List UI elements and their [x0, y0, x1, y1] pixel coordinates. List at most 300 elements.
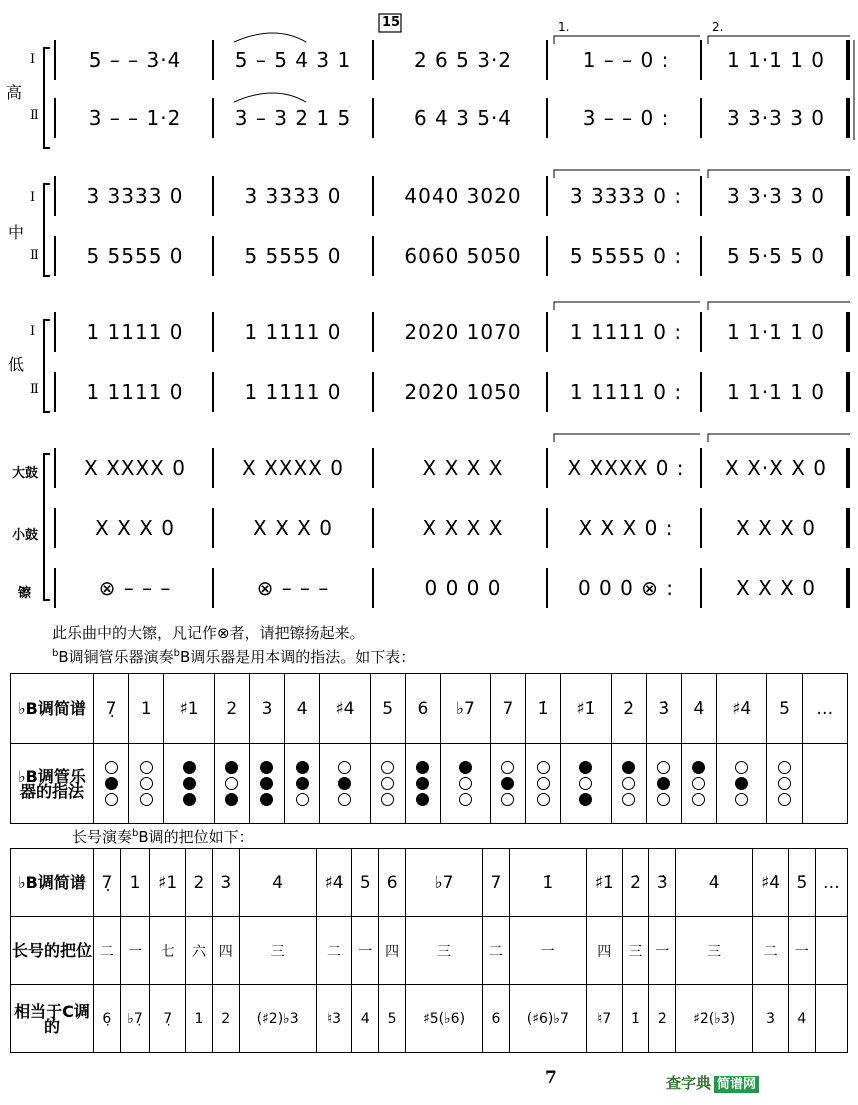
group-label-high: 高 [6, 83, 23, 102]
table1-note-cell: 5̇ [767, 674, 802, 744]
valve-open-icon [778, 761, 791, 774]
valve-pressed-icon [416, 777, 429, 790]
valve-pressed-icon [579, 761, 592, 774]
valve-open-icon [657, 761, 670, 774]
table2-position-cell: 二 [483, 917, 510, 985]
table2-note-cell: 1 [120, 849, 149, 917]
table2-note-cell: 3 [212, 849, 239, 917]
valve-diagram [164, 761, 213, 806]
score-row [0, 312, 826, 352]
note-line-3-b: B调的把位如下： [138, 828, 254, 846]
valve-open-icon [459, 793, 472, 806]
measure: 0 0 0 ⊗ : [577, 576, 675, 600]
table2-position-cell [815, 917, 847, 985]
valve-open-icon [140, 777, 153, 790]
barline [546, 236, 548, 276]
perc-label-cymbal: 镲 [18, 586, 32, 601]
barline [212, 508, 214, 548]
part-label: Ⅱ [30, 248, 39, 263]
table2-position-cell: 一 [352, 917, 379, 985]
final-barline [846, 236, 850, 276]
rehearsal-mark: 15 [382, 15, 401, 30]
note-line-3 [72, 826, 254, 847]
valve-open-icon [225, 777, 238, 790]
barline [700, 312, 702, 352]
table2-header-position: 长号的把位 [11, 917, 94, 985]
table2-note-cell: ♯4 [316, 849, 352, 917]
measure: 2020 1050 [404, 380, 522, 404]
perc-label-snare: 小鼓 [12, 528, 39, 543]
site-logo [666, 1072, 759, 1093]
measure: ⊗ – – – [98, 576, 172, 600]
table2-note-cell: 3̇ [649, 849, 676, 917]
table2-c-equiv-cell: 3̇ [753, 985, 789, 1053]
valve-pressed-icon [416, 793, 429, 806]
table2-position-cell: 一 [788, 917, 815, 985]
valve-diagram [717, 761, 766, 806]
score-row [0, 372, 826, 412]
barline [700, 372, 702, 412]
final-barline [846, 176, 850, 216]
measure: 3 3333 0 [86, 184, 184, 208]
table2-position-cell: 一 [120, 917, 149, 985]
barline [546, 372, 548, 412]
measure: 2020 1070 [404, 320, 522, 344]
measure: 3 3333 0 : [569, 184, 683, 208]
table1-fingering-cell [611, 744, 646, 824]
barline [700, 236, 702, 276]
table2-c-equiv-cell: (♯6)♭7 [509, 985, 586, 1053]
table1-note-cell: ♯4̇ [717, 674, 767, 744]
barline [54, 176, 56, 216]
table1-fingering-cell [370, 744, 405, 824]
valve-pressed-icon [692, 761, 705, 774]
table2-note-cell: 2 [186, 849, 213, 917]
table2-c-equiv-cell: (♯2)♭3 [239, 985, 316, 1053]
measure: 4040 3020 [404, 184, 522, 208]
barline [546, 98, 548, 138]
table1-fingering-cell [320, 744, 370, 824]
table2-position-cell: 四 [379, 917, 406, 985]
valve-open-icon [501, 793, 514, 806]
table2-position-cell: 七 [150, 917, 186, 985]
valve-open-icon [657, 793, 670, 806]
barline [546, 448, 548, 488]
group-label-mid: 中 [8, 223, 25, 242]
table2-c-equiv-cell: ♯5(♭6) [406, 985, 483, 1053]
valve-open-icon [537, 793, 550, 806]
valve-open-icon [622, 777, 635, 790]
measure: 2 6 5 3·2 [413, 48, 513, 72]
valve-pressed-icon [735, 777, 748, 790]
valve-open-icon [381, 777, 394, 790]
score-row [0, 568, 816, 608]
barline [54, 312, 56, 352]
measure: 3 – – 1·2 [88, 106, 182, 130]
valve-diagram [682, 761, 716, 806]
table2-note-cell: 6 [379, 849, 406, 917]
table1-note-cell: ♯1 [164, 674, 214, 744]
barline [372, 568, 374, 608]
table1-note-cell: ♯4 [320, 674, 370, 744]
table2-position-cell: 二 [753, 917, 789, 985]
perc-label-bass-drum: 大鼓 [12, 466, 39, 481]
table2-note-cell: … [815, 849, 847, 917]
table1-note-cell: 4 [285, 674, 320, 744]
valve-diagram [250, 761, 284, 806]
volta-2: 2. [712, 20, 724, 34]
measure: 3 3·3 3 0 [726, 184, 826, 208]
table2-c-equiv-cell: 4 [352, 985, 379, 1053]
table1-note-cell: 6 [405, 674, 440, 744]
table2-c-equiv-cell: 2 [212, 985, 239, 1053]
valve-pressed-icon [183, 777, 196, 790]
table1-note-cell: 3 [249, 674, 284, 744]
table2-c-equiv-cell: ♯2̇(♭3̇) [676, 985, 753, 1053]
logo-badge: 简谱网 [714, 1076, 759, 1093]
valve-diagram [767, 761, 801, 806]
barline [54, 98, 56, 138]
logo-text: 查字典 [666, 1074, 712, 1092]
barline [372, 372, 374, 412]
valve-diagram [285, 761, 319, 806]
final-barline [846, 568, 850, 608]
note-line-2-a: B调铜管乐器演奏 [58, 648, 174, 666]
barline [546, 176, 548, 216]
table2-header-c-equiv: 相当于C调的 [11, 985, 94, 1053]
table2-c-equiv-cell: ♮3 [316, 985, 352, 1053]
table2-note-cell: ♯4̇ [753, 849, 789, 917]
measure: 5 5555 0 [244, 244, 342, 268]
barline [546, 40, 548, 80]
measure: X XXXX 0 : [567, 456, 685, 480]
valve-diagram [94, 761, 128, 806]
barline [54, 40, 56, 80]
measure: X XXXX 0 [84, 456, 186, 480]
valve-open-icon [296, 793, 309, 806]
valve-open-icon [381, 761, 394, 774]
table1-fingering-cell [164, 744, 214, 824]
valve-open-icon [105, 761, 118, 774]
barline [54, 568, 56, 608]
table1-header-fingering: ♭B调管乐器的指法 [11, 744, 94, 824]
valve-pressed-icon [183, 761, 196, 774]
valve-pressed-icon [296, 761, 309, 774]
table1-fingering-cell [94, 744, 129, 824]
barline [700, 176, 702, 216]
valve-pressed-icon [501, 777, 514, 790]
note-line-2-b: B调乐器是用本调的指法。如下表： [180, 648, 416, 666]
final-barline [846, 508, 850, 548]
table1-note-cell: 5 [370, 674, 405, 744]
measure: X X X X [422, 516, 504, 540]
table1-fingering-cell [129, 744, 164, 824]
valve-pressed-icon [622, 761, 635, 774]
final-barline [846, 372, 850, 412]
final-barline [846, 448, 850, 488]
table1-note-cell: 1 [129, 674, 164, 744]
table1-note-cell: ♯1̇ [561, 674, 611, 744]
barline [372, 176, 374, 216]
table2-note-cell: ♭7 [406, 849, 483, 917]
valve-pressed-icon [296, 777, 309, 790]
table1-fingering-cell [285, 744, 320, 824]
measure: 5 – – 3·4 [88, 48, 182, 72]
table2-position-cell: 一 [649, 917, 676, 985]
valve-open-icon [338, 793, 351, 806]
table1-note-cell: 1̇ [525, 674, 560, 744]
measure: X XXXX 0 [242, 456, 344, 480]
valve-open-icon [622, 793, 635, 806]
table2-note-cell: 7̣ [94, 849, 121, 917]
table2-c-equiv-cell: 6 [483, 985, 510, 1053]
valve-pressed-icon [183, 793, 196, 806]
barline [546, 568, 548, 608]
table2-c-equiv-cell: 7̣ [150, 985, 186, 1053]
measure: 1 1·1 1 0 [726, 320, 826, 344]
measure: X X X 0 [95, 516, 175, 540]
table2-c-equiv-cell: ♭7̣ [120, 985, 149, 1053]
part-label: Ⅱ [30, 108, 39, 123]
valve-pressed-icon [225, 761, 238, 774]
table2-c-equiv-cell: 4̇ [788, 985, 815, 1053]
valve-pressed-icon [579, 793, 592, 806]
measure: 3 3333 0 [244, 184, 342, 208]
valve-diagram [215, 761, 249, 806]
barline [54, 508, 56, 548]
table2-note-cell: ♯1̇ [586, 849, 622, 917]
fingering-table [10, 673, 848, 824]
valve-diagram [526, 761, 560, 806]
table2-note-cell: 5̇ [788, 849, 815, 917]
table1-note-cell: 7 [490, 674, 525, 744]
table2-position-cell: 六 [186, 917, 213, 985]
valve-diagram [320, 761, 369, 806]
measure: 1 1111 0 [86, 320, 184, 344]
barline [372, 448, 374, 488]
table2-position-cell: 三 [406, 917, 483, 985]
valve-pressed-icon [105, 777, 118, 790]
measure: 1 1111 0 [244, 380, 342, 404]
barline [54, 448, 56, 488]
valve-open-icon [692, 777, 705, 790]
table1-fingering-cell [440, 744, 490, 824]
final-barline [846, 40, 850, 80]
barline [372, 236, 374, 276]
table1-note-cell: 3̇ [646, 674, 681, 744]
valve-diagram [406, 761, 440, 806]
valve-pressed-icon [260, 793, 273, 806]
measure: 1 1111 0 : [569, 320, 683, 344]
table2-position-cell: 三 [622, 917, 649, 985]
valve-pressed-icon [459, 761, 472, 774]
note-line-1: 此乐曲中的大镲，凡记作⊗者，请把镲扬起来。 [52, 624, 365, 642]
table1-fingering-cell [802, 744, 847, 824]
barline [54, 236, 56, 276]
measure: 5 – 5 4 3 1 [234, 48, 352, 72]
table2-note-cell: 4̇ [676, 849, 753, 917]
valve-open-icon [501, 761, 514, 774]
valve-pressed-icon [657, 777, 670, 790]
valve-diagram [561, 761, 610, 806]
valve-open-icon [692, 793, 705, 806]
score-row [0, 98, 826, 138]
valve-open-icon [105, 793, 118, 806]
part-label: Ⅰ [30, 190, 36, 205]
valve-pressed-icon [260, 761, 273, 774]
barline [212, 176, 214, 216]
measure: 1 1111 0 [244, 320, 342, 344]
valve-diagram [371, 761, 405, 806]
barline [700, 448, 702, 488]
table1-fingering-cell [214, 744, 249, 824]
measure: X X·X X 0 [725, 456, 827, 480]
measure: 6 4 3 5·4 [413, 106, 513, 130]
table1-fingering-cell [681, 744, 716, 824]
barline [700, 40, 702, 80]
valve-open-icon [579, 777, 592, 790]
measure: 1 1·1 1 0 [726, 48, 826, 72]
table1-fingering-cell [490, 744, 525, 824]
final-barline [846, 312, 850, 352]
barline [372, 98, 374, 138]
part-label: Ⅰ [30, 324, 36, 339]
measure: 5 5·5 5 0 [726, 244, 826, 268]
group-label-low: 低 [8, 355, 25, 374]
barline [212, 236, 214, 276]
measure: ⊗ – – – [256, 576, 330, 600]
measure: 6060 5050 [404, 244, 522, 268]
flat-sign: b [132, 828, 139, 839]
table2-note-cell: ♯1 [150, 849, 186, 917]
measure: X X X 0 [736, 516, 816, 540]
flat-sign: b [52, 648, 59, 659]
table1-fingering-cell [249, 744, 284, 824]
part-label: Ⅱ [30, 382, 39, 397]
measure: X X X 0 [736, 576, 816, 600]
measure: 1 – – 0 : [582, 48, 670, 72]
barline [212, 448, 214, 488]
valve-diagram [441, 761, 490, 806]
barline [212, 40, 214, 80]
valve-pressed-icon [416, 761, 429, 774]
score-row [0, 448, 827, 488]
table2-note-cell: 5 [352, 849, 379, 917]
final-barline [846, 98, 850, 138]
barline [372, 40, 374, 80]
table2-position-cell: 一 [509, 917, 586, 985]
valve-open-icon [735, 761, 748, 774]
valve-open-icon [735, 793, 748, 806]
table1-note-cell: ♭7 [440, 674, 490, 744]
barline [212, 568, 214, 608]
barline [212, 372, 214, 412]
table2-c-equiv-cell: 2̇ [649, 985, 676, 1053]
table1-fingering-cell [717, 744, 767, 824]
note-line-3-a: 长号演奏 [72, 828, 133, 846]
table2-c-equiv-cell: ♮7 [586, 985, 622, 1053]
trombone-position-table [10, 848, 848, 1053]
valve-open-icon [778, 793, 791, 806]
flat-sign: b [173, 648, 181, 659]
page-number: 7 [545, 1068, 557, 1088]
valve-diagram [612, 761, 646, 806]
table2-note-cell: 2̇ [622, 849, 649, 917]
valve-diagram [491, 761, 525, 806]
table1-note-cell: 4̇ [681, 674, 716, 744]
valve-diagram [129, 761, 163, 806]
table1-fingering-cell [646, 744, 681, 824]
barline [372, 312, 374, 352]
table2-position-cell: 三 [676, 917, 753, 985]
table1-fingering-cell [405, 744, 440, 824]
volta-1: 1. [558, 20, 570, 34]
barline [212, 98, 214, 138]
table2-note-cell: 4 [239, 849, 316, 917]
valve-open-icon [140, 793, 153, 806]
table2-c-equiv-cell: 1̇ [622, 985, 649, 1053]
table1-fingering-cell [525, 744, 560, 824]
table1-note-cell: 2̇ [611, 674, 646, 744]
part-label: Ⅰ [30, 52, 36, 67]
barline [54, 372, 56, 412]
measure: 1 1111 0 [86, 380, 184, 404]
measure: 3 3·3 3 0 [726, 106, 826, 130]
measure: 5 5555 0 [86, 244, 184, 268]
valve-open-icon [537, 777, 550, 790]
measure: 0 0 0 0 [424, 576, 502, 600]
table2-position-cell: 二 [94, 917, 121, 985]
measure: 1 1·1 1 0 [726, 380, 826, 404]
valve-open-icon [140, 761, 153, 774]
measure: X X X 0 [253, 516, 333, 540]
valve-pressed-icon [260, 777, 273, 790]
table2-position-cell: 三 [239, 917, 316, 985]
table1-note-cell: 7̣ [94, 674, 129, 744]
barline [700, 98, 702, 138]
valve-open-icon [778, 777, 791, 790]
score-row [0, 508, 816, 548]
measure: 1 1111 0 : [569, 380, 683, 404]
score-row [0, 176, 826, 216]
table2-header-notes: ♭B调简谱 [11, 849, 94, 917]
table2-position-cell: 四 [586, 917, 622, 985]
table2-position-cell: 二 [316, 917, 352, 985]
table2-c-equiv-cell: 1 [186, 985, 213, 1053]
table2-position-cell: 四 [212, 917, 239, 985]
table2-c-equiv-cell: 6̣ [94, 985, 121, 1053]
measure: X X X X [422, 456, 504, 480]
note-line-2 [52, 646, 415, 667]
valve-open-icon [338, 761, 351, 774]
measure: 3 – 3 2 1 5 [234, 106, 352, 130]
valve-open-icon [381, 793, 394, 806]
barline [546, 312, 548, 352]
barline [546, 508, 548, 548]
table2-c-equiv-cell: 5 [379, 985, 406, 1053]
table1-note-cell: … [802, 674, 847, 744]
table1-fingering-cell [561, 744, 611, 824]
barline [212, 312, 214, 352]
table1-note-cell: 2 [214, 674, 249, 744]
valve-diagram [647, 761, 681, 806]
table2-note-cell: 1̇ [509, 849, 586, 917]
table1-header-notes: ♭B调简谱 [11, 674, 94, 744]
valve-pressed-icon [225, 793, 238, 806]
measure: 3 – – 0 : [582, 106, 670, 130]
valve-open-icon [459, 777, 472, 790]
score-row [0, 40, 826, 80]
